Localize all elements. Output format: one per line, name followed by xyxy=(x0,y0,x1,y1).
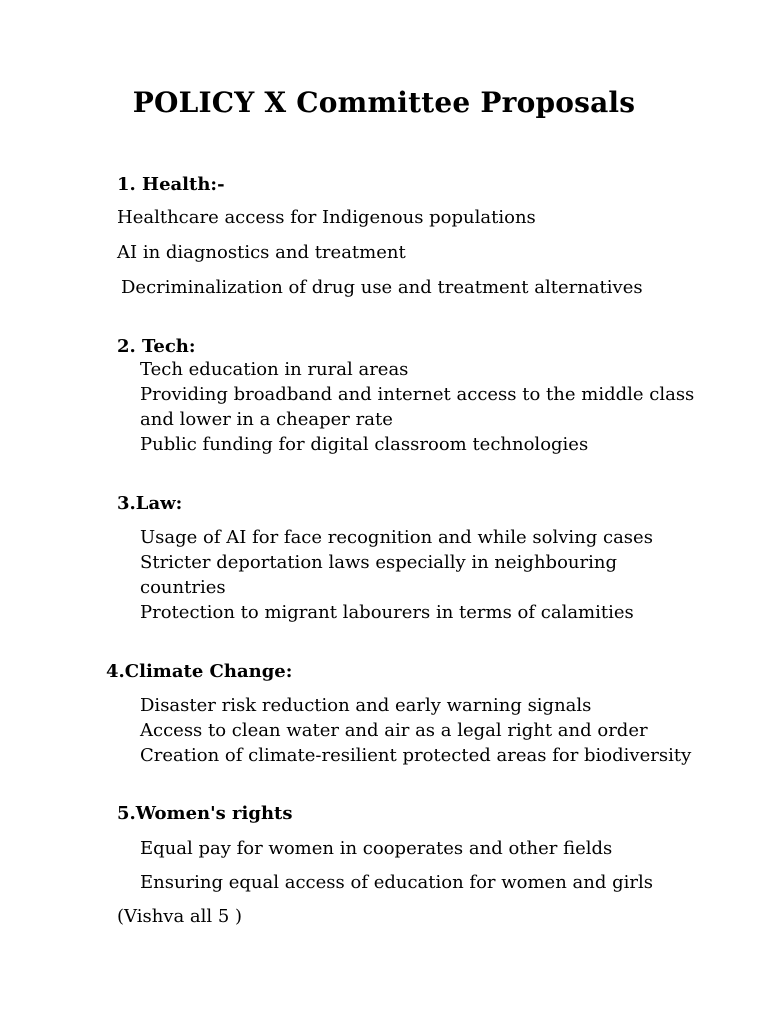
law-item-2: Stricter deportation laws especially in neighbouring xyxy=(140,552,617,573)
section-heading-health: 1. Health:- xyxy=(117,174,225,195)
tech-item-2: Providing broadband and internet access to the middle class xyxy=(140,384,695,405)
womens-rights-item-2: Ensuring equal access of education for women and girls xyxy=(140,872,653,893)
law-item-2-continued: countries xyxy=(140,577,226,598)
climate-item-2: Access to clean water and air as a legal right and order xyxy=(140,720,648,741)
section-heading-tech: 2. Tech: xyxy=(117,336,196,357)
law-item-1: Usage of AI for face recognition and while solving cases xyxy=(140,527,653,548)
health-item-3: Decriminalization of drug use and treatment alternatives xyxy=(121,277,643,298)
climate-item-1: Disaster risk reduction and early warning signals xyxy=(140,695,592,716)
footer-note: (Vishva all 5 ) xyxy=(117,906,243,927)
climate-item-3: Creation of climate-resilient protected areas for biodiversity xyxy=(140,745,692,766)
section-heading-womens-rights: 5.Women's rights xyxy=(117,803,293,824)
health-item-2: AI in diagnostics and treatment xyxy=(117,242,406,263)
page-title: POLICY X Committee Proposals xyxy=(132,86,636,119)
section-heading-law: 3.Law: xyxy=(117,493,183,514)
tech-item-3: Public funding for digital classroom technologies xyxy=(140,434,589,455)
law-item-3: Protection to migrant labourers in terms of calamities xyxy=(140,602,634,623)
tech-item-1: Tech education in rural areas xyxy=(140,359,409,380)
tech-item-2-continued: and lower in a cheaper rate xyxy=(140,409,393,430)
womens-rights-item-1: Equal pay for women in cooperates and other fields xyxy=(140,838,613,859)
section-heading-climate-change: 4.Climate Change: xyxy=(106,661,293,682)
health-item-1: Healthcare access for Indigenous populations xyxy=(117,207,536,228)
